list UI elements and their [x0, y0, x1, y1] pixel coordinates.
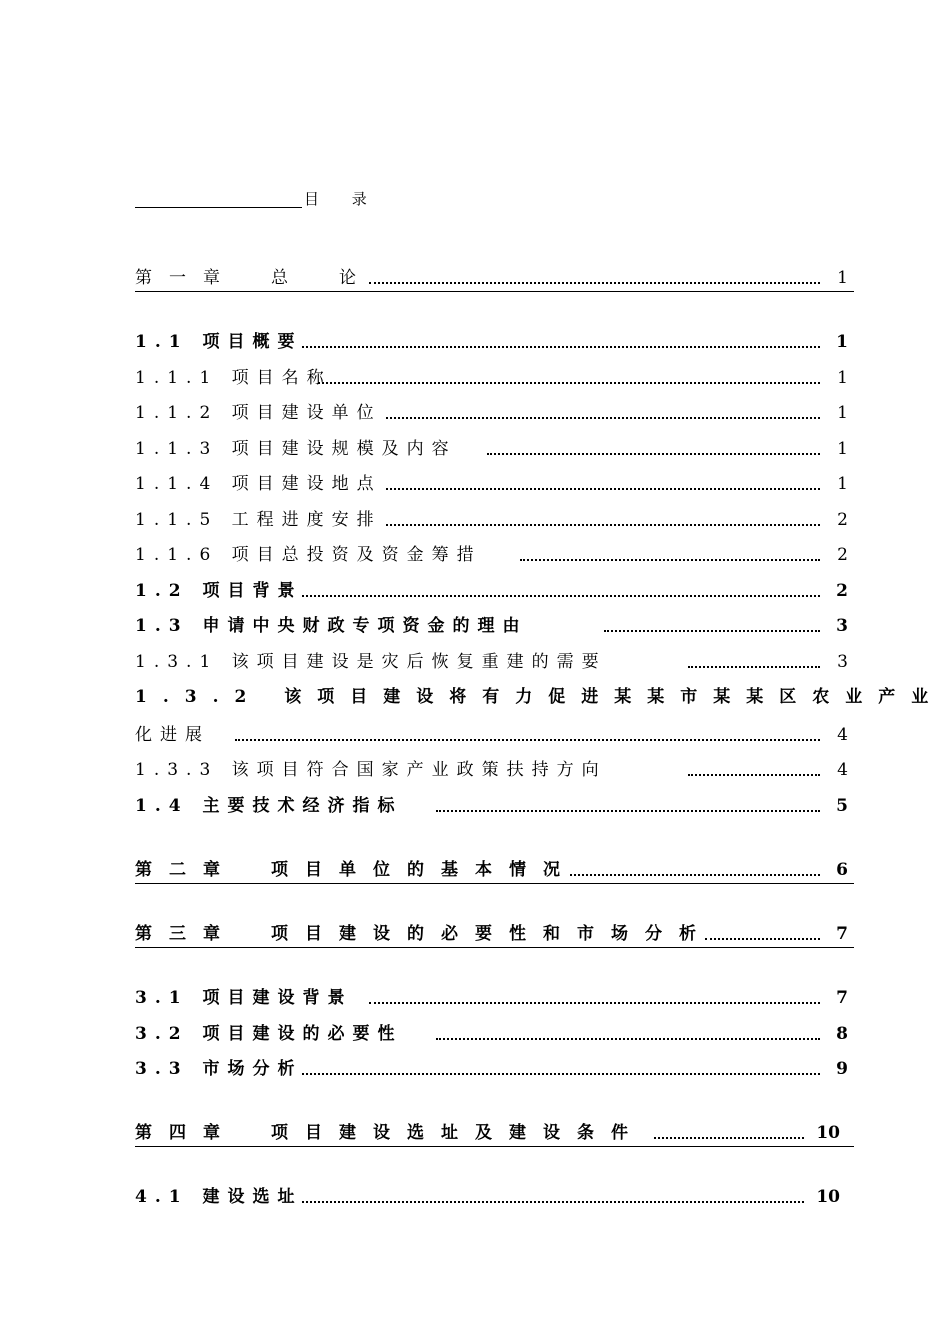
leader-dots [570, 874, 820, 876]
toc-entry-page: 3 [836, 616, 848, 636]
toc-entry-page: 1 [837, 368, 848, 388]
toc-entry-label: 1.1.2 项目建设单位 [135, 403, 382, 423]
leader-dots [369, 282, 820, 284]
leader-dots [369, 1002, 820, 1004]
leader-dots [235, 739, 820, 741]
toc-entry-page: 8 [836, 1024, 848, 1044]
toc-entry-1-1[interactable] [135, 329, 854, 355]
toc-entry-3-1[interactable] [135, 985, 854, 1011]
toc-entry-page: 2 [837, 510, 848, 530]
toc-entry-page: 1 [837, 403, 848, 423]
toc-entry-label: 1.3 申请中央财政专项资金的理由 [135, 616, 528, 636]
toc-entry-chapter-4[interactable] [135, 1120, 854, 1147]
toc-entry-1-4[interactable] [135, 793, 854, 819]
toc-entry-label: 3.2 项目建设的必要性 [135, 1024, 403, 1044]
leader-dots [302, 595, 820, 597]
toc-entry-label: 1.1.1 项目名称 [135, 368, 332, 388]
leader-dots [302, 346, 820, 348]
leader-dots [688, 666, 820, 668]
leader-dots [386, 417, 820, 419]
toc-entry-page: 1 [837, 268, 848, 288]
leader-dots [654, 1137, 804, 1139]
toc-entry-page: 3 [837, 652, 848, 672]
toc-entry-1-1-1[interactable] [135, 365, 854, 391]
toc-entry-label: 第一章 总 论 [135, 268, 373, 288]
toc-entry-label: 3.1 项目建设背景 [135, 988, 353, 1008]
toc-entry-1-2[interactable] [135, 578, 854, 604]
toc-entry-label: 1.3.1 该项目建设是灾后恢复重建的需要 [135, 652, 607, 672]
toc-entry-page: 10 [816, 1123, 840, 1143]
toc-entry-label: 1.2 项目背景 [135, 581, 303, 601]
toc-entry-label: 4.1 建设选址 [135, 1187, 303, 1207]
toc-entry-1-3-2[interactable] [135, 684, 945, 710]
toc-entry-1-3-2-continued[interactable] [135, 722, 854, 748]
toc-entry-page: 6 [836, 860, 848, 880]
toc-entry-label: 第三章 项目建设的必要性和市场分析 [135, 924, 713, 944]
toc-entry-label: 1.3.2 该项目建设将有力促进某某市某某区农业产业 [135, 687, 945, 707]
toc-entry-1-3[interactable] [135, 613, 854, 639]
toc-entry-page: 4 [837, 760, 848, 780]
toc-entry-page: 7 [836, 924, 848, 944]
toc-entry-1-3-3[interactable] [135, 757, 854, 783]
toc-entry-label: 1.1.5 工程进度安排 [135, 510, 382, 530]
leader-dots [302, 1073, 820, 1075]
toc-entry-page: 4 [837, 725, 848, 745]
heading-rule [135, 207, 302, 208]
toc-entry-label: 1.1.3 项目建设规模及内容 [135, 439, 457, 459]
leader-dots [520, 559, 820, 561]
toc-entry-label: 1.1 项目概要 [135, 332, 303, 352]
toc-entry-page: 7 [836, 988, 848, 1008]
toc-entry-page: 1 [837, 474, 848, 494]
toc-entry-label: 第四章 项目建设选址及建设条件 [135, 1123, 645, 1143]
toc-entry-chapter-1[interactable] [135, 265, 854, 292]
toc-entry-chapter-3[interactable] [135, 921, 854, 948]
toc-entry-page: 1 [837, 439, 848, 459]
toc-entry-1-1-4[interactable] [135, 471, 854, 497]
leader-dots [386, 524, 820, 526]
toc-entry-3-3[interactable] [135, 1056, 854, 1082]
toc-entry-page: 9 [836, 1059, 848, 1079]
leader-dots [318, 382, 820, 384]
toc-entry-1-3-1[interactable] [135, 649, 854, 675]
toc-entry-page: 2 [836, 581, 848, 601]
leader-dots [436, 1038, 820, 1040]
toc-entry-page: 1 [836, 332, 848, 352]
leader-dots [705, 938, 820, 940]
leader-dots [487, 453, 820, 455]
toc-entry-1-1-6[interactable] [135, 542, 854, 568]
toc-entry-page: 10 [816, 1187, 840, 1207]
leader-dots [436, 810, 820, 812]
toc-entry-3-2[interactable] [135, 1021, 854, 1047]
toc-entry-label: 第二章 项目单位的基本情况 [135, 860, 577, 880]
toc-entry-1-1-3[interactable] [135, 436, 854, 462]
toc-entry-label: 1.1.4 项目建设地点 [135, 474, 382, 494]
toc-entry-label: 1.3.3 该项目符合国家产业政策扶持方向 [135, 760, 607, 780]
leader-dots [604, 630, 820, 632]
leader-dots [386, 488, 820, 490]
toc-entry-chapter-2[interactable] [135, 857, 854, 884]
toc-entry-page: 2 [837, 545, 848, 565]
toc-entry-4-1[interactable] [135, 1184, 854, 1210]
toc-title: 目 录 [304, 190, 381, 208]
leader-dots [302, 1201, 804, 1203]
leader-dots [688, 774, 820, 776]
toc-entry-label: 1.4 主要技术经济指标 [135, 796, 403, 816]
toc-entry-label: 化进展 [135, 725, 210, 745]
toc-entry-label: 1.1.6 项目总投资及资金筹措 [135, 545, 482, 565]
toc-entry-1-1-5[interactable] [135, 507, 854, 533]
toc-entry-1-1-2[interactable] [135, 400, 854, 426]
toc-entry-label: 3.3 市场分析 [135, 1059, 303, 1079]
toc-entry-page: 5 [836, 796, 848, 816]
